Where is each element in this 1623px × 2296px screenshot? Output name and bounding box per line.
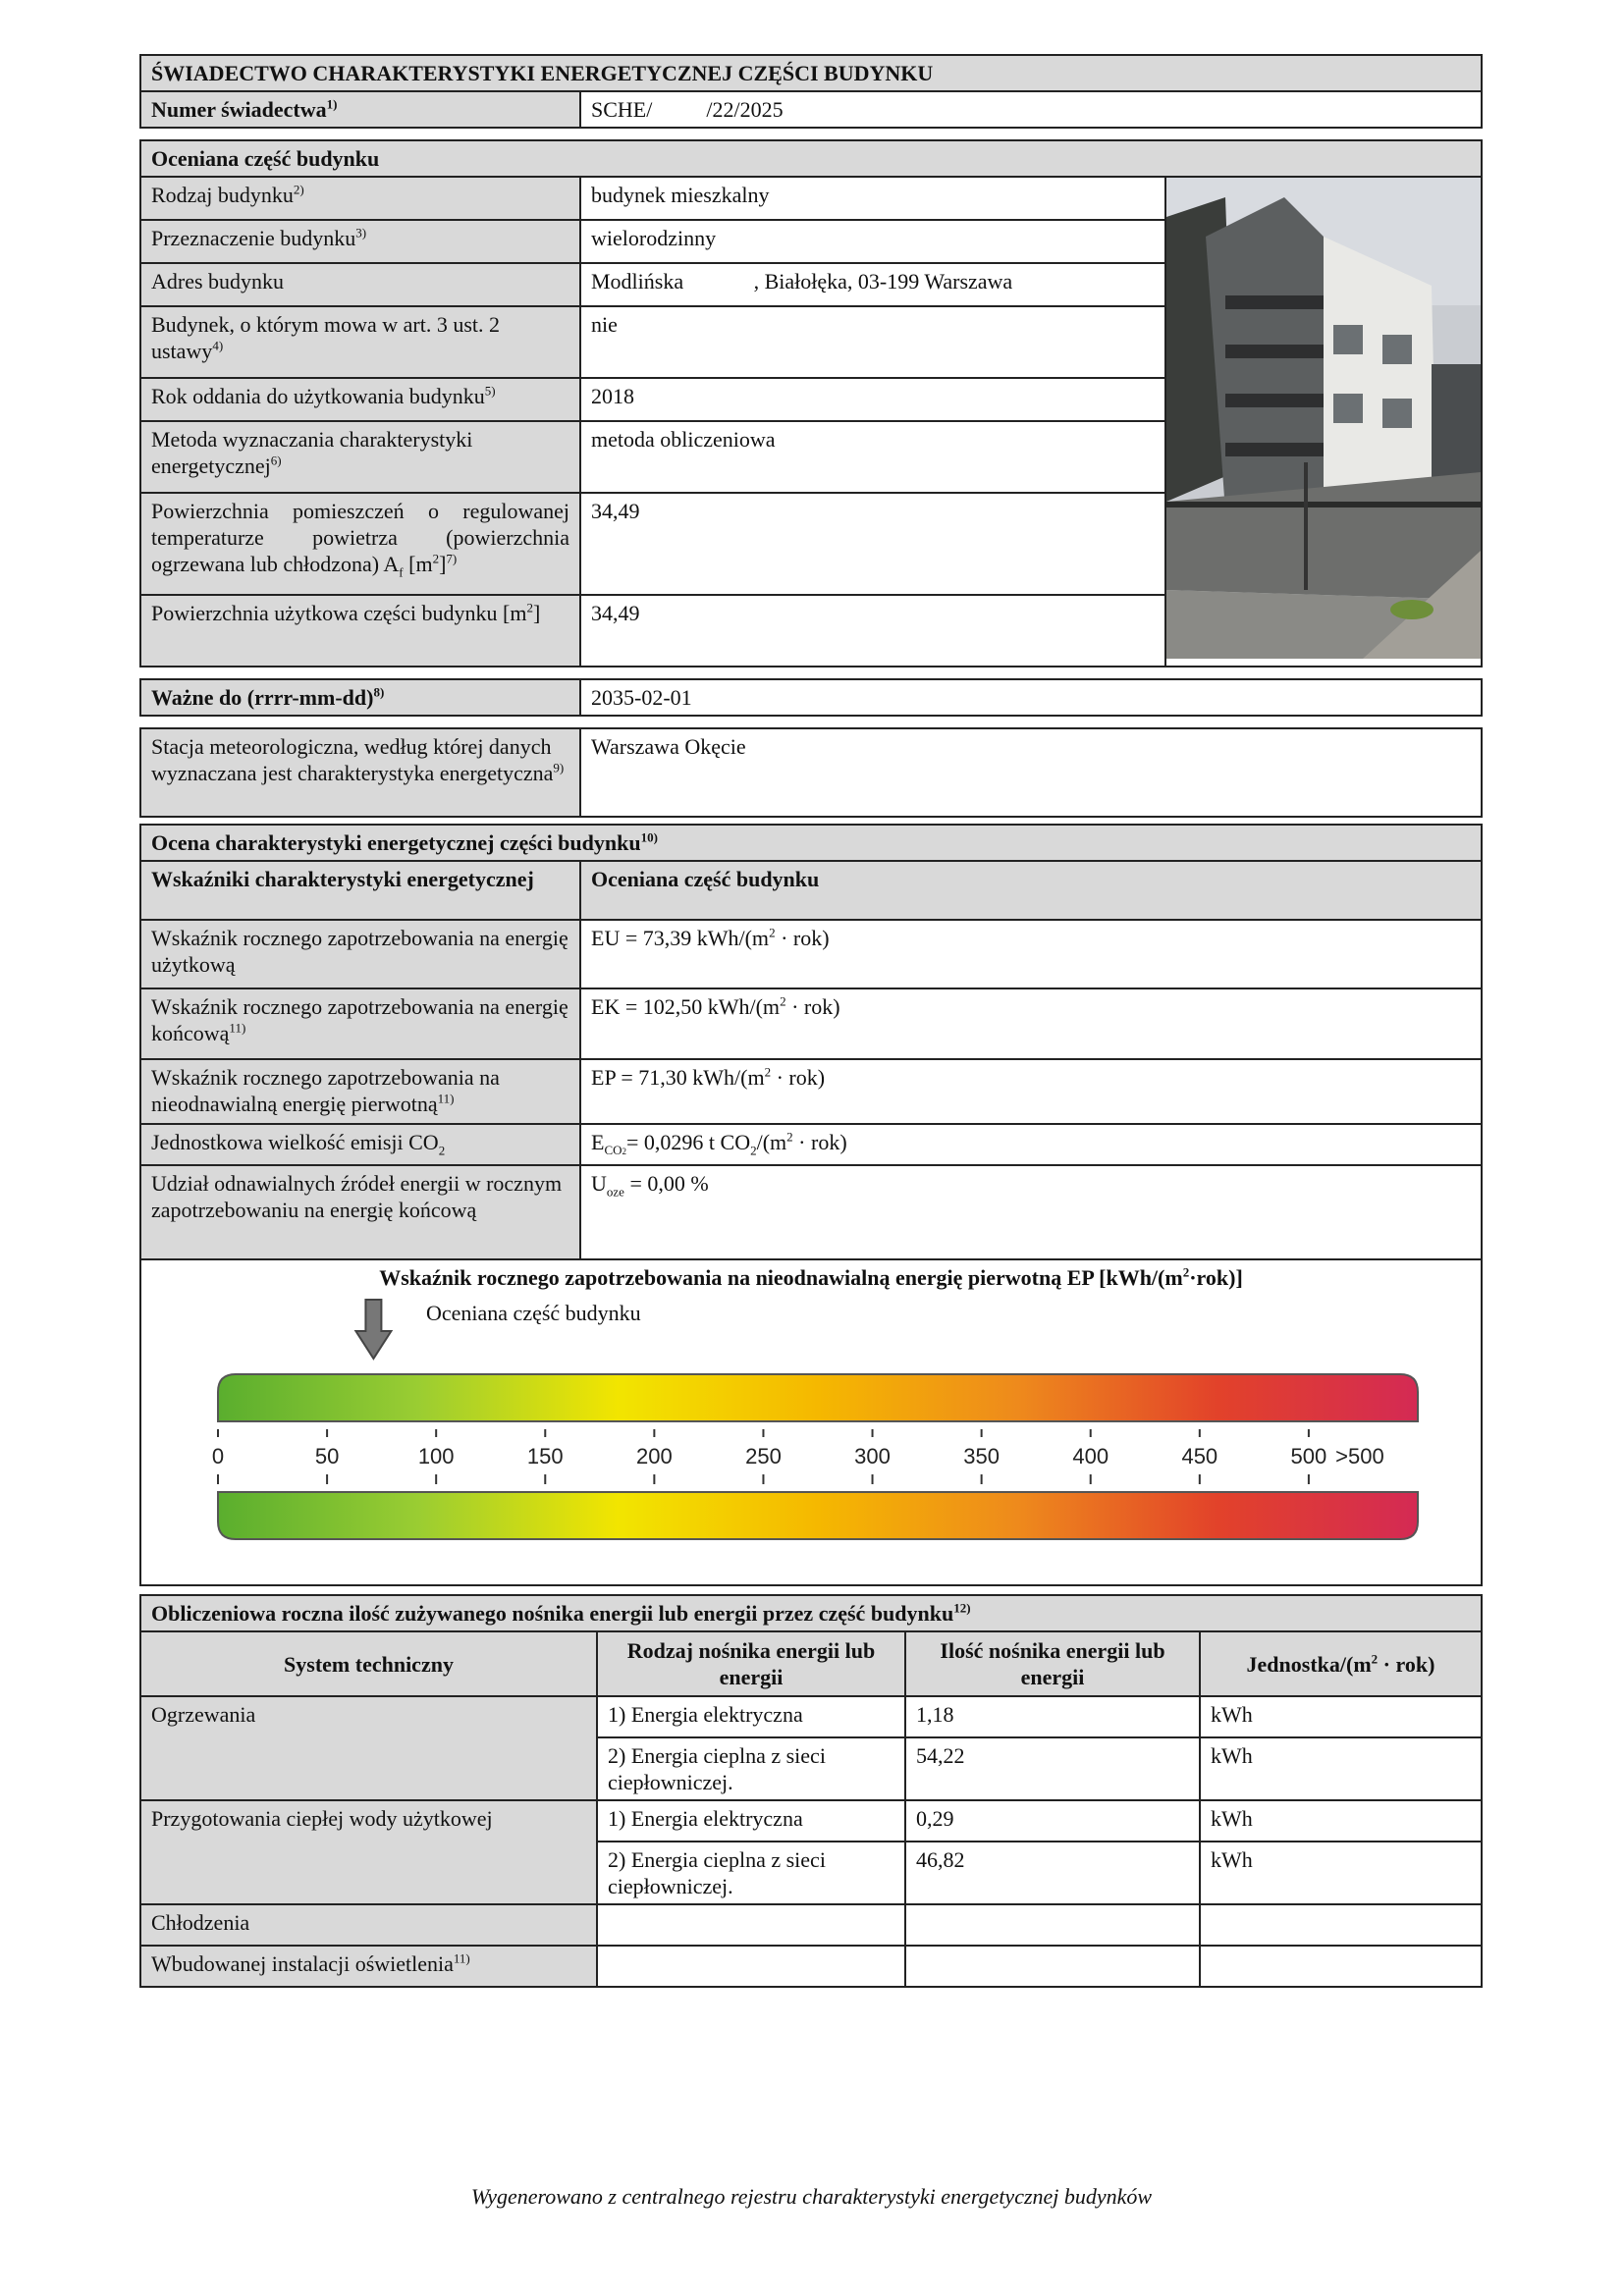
usable-area-label: Powierzchnia użytkowa części budynku $[m^2]$ bbox=[140, 595, 580, 667]
table-row-unit bbox=[1200, 1904, 1482, 1946]
scale-title: Wskaźnik rocznego zapotrzebowania na nieodnawialną energię pierwotną EP $[kWh/(m^2\cdot rok)]$ bbox=[379, 1264, 1243, 1290]
method-value: metoda obliczeniowa bbox=[580, 421, 1165, 493]
table-row-carrier bbox=[597, 1946, 905, 1987]
assessed-col-header: Oceniana część budynku bbox=[580, 861, 1482, 920]
scale-tick-label: 300 bbox=[854, 1444, 891, 1468]
cert-number-label: Numer świadectwa$^{1)}$ bbox=[140, 91, 580, 128]
commission-year-value: 2018 bbox=[580, 378, 1165, 421]
col-system: System techniczny bbox=[140, 1631, 597, 1696]
building-address-label: Adres budynku bbox=[140, 263, 580, 306]
table-row-amount bbox=[905, 1946, 1200, 1987]
table-row-carrier: 1) Energia elektryczna bbox=[597, 1696, 905, 1737]
scale-tick-label: 450 bbox=[1181, 1444, 1218, 1468]
ep-scale-chart bbox=[141, 1260, 1481, 1584]
table-row-amount bbox=[905, 1904, 1200, 1946]
heating-system: Ogrzewania bbox=[140, 1696, 597, 1800]
ep-scale bbox=[140, 1259, 1482, 1585]
table-row-unit bbox=[1200, 1946, 1482, 1987]
commission-year-label: Rok oddania do użytkowania budynku$^{5)}$ bbox=[140, 378, 580, 421]
table-row-amount: 0,29 bbox=[905, 1800, 1200, 1842]
eu-value: EU = 73,39 kWh/$(m^2 \cdot rok)$ bbox=[580, 920, 1482, 988]
ek-label: Wskaźnik rocznego zapotrzebowania na energię końcową$^{11)}$ bbox=[140, 988, 580, 1059]
building-photo bbox=[1165, 177, 1482, 667]
valid-until-value: 2035-02-01 bbox=[580, 679, 1482, 716]
col-unit: Jednostka/$(m^2 \cdot rok)$ bbox=[1200, 1631, 1482, 1696]
oze-value: $U_{oze} = 0,00$ % bbox=[580, 1165, 1482, 1259]
art3-value: nie bbox=[580, 306, 1165, 378]
document-title: ŚWIADECTWO CHARAKTERYSTYKI ENERGETYCZNEJ CZĘŚCI BUDYNKU bbox=[140, 55, 1482, 91]
building-purpose-value: wielorodzinny bbox=[580, 220, 1165, 263]
table-row-carrier: 2) Energia cieplna z sieci ciepłowniczej. bbox=[597, 1842, 905, 1904]
table-row-amount: 54,22 bbox=[905, 1737, 1200, 1800]
scale-tick-label: 250 bbox=[745, 1444, 782, 1468]
ep-value: EP = 71,30 kWh/$(m^2 \cdot rok)$ bbox=[580, 1059, 1482, 1124]
station-table bbox=[139, 727, 1483, 818]
scale-tick-label: >500 bbox=[1335, 1444, 1384, 1468]
scale-tick-label: 150 bbox=[526, 1444, 564, 1468]
scale-tick-label: 100 bbox=[417, 1444, 455, 1468]
table-row-unit: kWh bbox=[1200, 1696, 1482, 1737]
table-row-unit: kWh bbox=[1200, 1800, 1482, 1842]
table-row-amount: 1,18 bbox=[905, 1696, 1200, 1737]
consumption-header: Obliczeniowa roczna ilość zużywanego nośnika energii lub energii przez część budynku$^{12)}$ bbox=[140, 1595, 1482, 1631]
heated-area-value: 34,49 bbox=[580, 493, 1165, 595]
scale-bar-top bbox=[218, 1374, 1418, 1421]
co2-value: $E_{CO2}= 0,0296$ t $CO_2/(m^2 \cdot rok)$ bbox=[580, 1124, 1482, 1165]
scale-tick-label: 0 bbox=[211, 1444, 225, 1468]
certificate-sheet bbox=[139, 54, 1483, 1988]
art3-label: Budynek, o którym mowa w art. 3 ust. 2 ustawy$^{4)}$ bbox=[140, 306, 580, 378]
lighting-system: Wbudowanej instalacji oświetlenia$^{11)}$ bbox=[140, 1946, 597, 1987]
scale-bar-bottom bbox=[218, 1492, 1418, 1539]
ep-label: Wskaźnik rocznego zapotrzebowania na nieodnawialną energię pierwotną$^{11)}$ bbox=[140, 1059, 580, 1124]
station-value: Warszawa Okęcie bbox=[580, 728, 1482, 817]
hot-water-system: Przygotowania ciepłej wody użytkowej bbox=[140, 1800, 597, 1904]
table-row-carrier: 2) Energia cieplna z sieci ciepłowniczej. bbox=[597, 1737, 905, 1800]
building-photo-image bbox=[1166, 178, 1481, 659]
valid-until-table bbox=[139, 678, 1483, 717]
cert-number-value: SCHE/ /22/2025 bbox=[580, 91, 1482, 128]
scale-tick-label: 500 bbox=[1290, 1444, 1327, 1468]
table-row-unit: kWh bbox=[1200, 1842, 1482, 1904]
building-table bbox=[139, 139, 1483, 667]
marker-label: Oceniana część budynku bbox=[426, 1301, 641, 1325]
scale-tick-label: 50 bbox=[314, 1444, 340, 1468]
co2-label: Jednostkowa wielkość emisji $CO_2$ bbox=[140, 1124, 580, 1165]
ek-value: EK = 102,50 kWh/$(m^2 \cdot rok)$ bbox=[580, 988, 1482, 1059]
consumption-table bbox=[139, 1594, 1483, 1988]
heated-area-label: Powierzchnia pomieszczeń o regulowanej temperaturze powietrza (powierzchnia ogrzewana lub chłodzona) $A_f$ $[m^2]^{7)}$ bbox=[140, 493, 580, 595]
col-carrier: Rodzaj nośnika energii lub energii bbox=[597, 1631, 905, 1696]
valid-until-label: Ważne do (rrrr-mm-dd)$^{8)}$ bbox=[140, 679, 580, 716]
table-row-carrier: 1) Energia elektryczna bbox=[597, 1800, 905, 1842]
footer-note: Wygenerowano z centralnego rejestru charakterystyki energetycznej budynków bbox=[470, 2184, 1153, 2209]
header-table bbox=[139, 54, 1483, 129]
usable-area-value: 34,49 bbox=[580, 595, 1165, 667]
cooling-system: Chłodzenia bbox=[140, 1904, 597, 1946]
building-type-label: Rodzaj budynku$^{2)}$ bbox=[140, 177, 580, 220]
marker-arrow bbox=[355, 1300, 391, 1359]
assessment-table bbox=[139, 824, 1483, 1586]
building-address-value: Modlińska , Białołęka, 03-199 Warszawa bbox=[580, 263, 1165, 306]
scale-tick-label: 400 bbox=[1072, 1444, 1109, 1468]
eu-label: Wskaźnik rocznego zapotrzebowania na energię użytkową bbox=[140, 920, 580, 988]
oze-label: Udział odnawialnych źródeł energii w rocznym zapotrzebowaniu na energię końcową bbox=[140, 1165, 580, 1259]
assessment-header: Ocena charakterystyki energetycznej części budynku$^{10)}$ bbox=[140, 825, 1482, 861]
scale-tick-label: 200 bbox=[636, 1444, 673, 1468]
method-label: Metoda wyznaczania charakterystyki energetycznej$^{6)}$ bbox=[140, 421, 580, 493]
building-purpose-label: Przeznaczenie budynku$^{3)}$ bbox=[140, 220, 580, 263]
col-amount: Ilość nośnika energii lub energii bbox=[905, 1631, 1200, 1696]
scale-tick-label: 350 bbox=[963, 1444, 1000, 1468]
table-row-unit: kWh bbox=[1200, 1737, 1482, 1800]
station-label: Stacja meteorologiczna, według której danych wyznaczana jest charakterystyka energetyczna$^{9)}$ bbox=[140, 728, 580, 817]
table-row-carrier bbox=[597, 1904, 905, 1946]
indicators-col-header: Wskaźniki charakterystyki energetycznej bbox=[140, 861, 580, 920]
table-row-amount: 46,82 bbox=[905, 1842, 1200, 1904]
section-building-header: Oceniana część budynku bbox=[140, 140, 1482, 177]
building-type-value: budynek mieszkalny bbox=[580, 177, 1165, 220]
